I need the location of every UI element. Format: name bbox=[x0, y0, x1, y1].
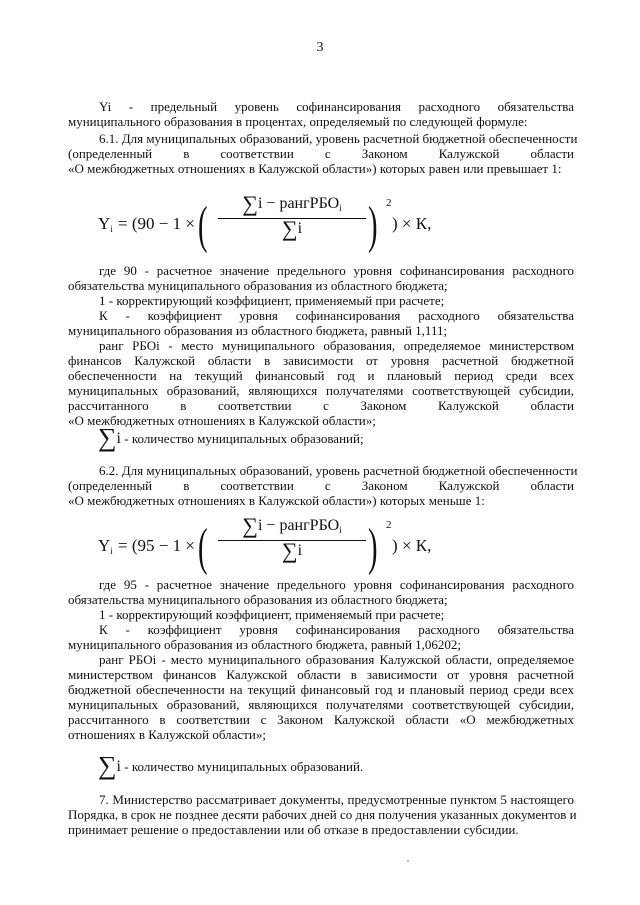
text-line: муниципального образования из областного бюджета, равный 1,111; bbox=[68, 323, 448, 338]
text-line: 1 - корректирующий коэффициент, применяемый при расчете; bbox=[99, 607, 445, 622]
text-line: где 90 - расчетное значение предельного уровня софинансирования расходного bbox=[99, 263, 574, 278]
text-line: «О межбюджетных отношениях в Калужской области») которых меньше 1: bbox=[68, 493, 485, 508]
text-line: рассчитанного в соответствии с Законом Калужской области bbox=[68, 398, 574, 413]
text-line: муниципальных образований, являющихся получателями соответствующей субсидии, bbox=[68, 383, 574, 398]
sum-definition-2: ∑i - количество муниципальных образований. bbox=[98, 751, 364, 780]
formula-exponent: 2 bbox=[386, 197, 392, 209]
text-line: обязательства муниципального образования из областного бюджета; bbox=[68, 278, 448, 293]
text-line: муниципального образования в процентах, определяемый по следующей формуле: bbox=[68, 114, 528, 129]
text-line: 7. Министерство рассматривает документы, предусмотренные пунктом 5 настоящего bbox=[99, 792, 574, 807]
sigma-symbol: ∑ bbox=[242, 191, 258, 216]
text-line: «О межбюджетных отношениях в Калужской области») которых равен или превышает 1: bbox=[68, 161, 562, 176]
text-line: (определенный в соответствии с Законом Калужской области bbox=[68, 146, 574, 161]
right-paren: ) bbox=[368, 519, 378, 576]
sigma-symbol: ∑ bbox=[98, 423, 117, 452]
right-paren: ) bbox=[368, 197, 378, 254]
text-line: ранг РБОi - место муниципального образования Калужской области, определяемое bbox=[99, 652, 574, 667]
formula-open: = (90 − 1 × bbox=[118, 214, 195, 233]
text-line: К - коэффициент уровня софинансирования расходного обязательства bbox=[99, 308, 574, 323]
text-line: 6.1. Для муниципальных образований, уровень расчетной бюджетной обеспеченности bbox=[99, 131, 578, 146]
text-line: муниципального образования из областного бюджета, равный 1,06202; bbox=[68, 637, 462, 652]
text-line: ранг РБОi - место муниципального образования, определяемое министерством bbox=[99, 338, 574, 353]
sigma-symbol: ∑ bbox=[281, 216, 298, 241]
sigma-symbol: ∑ bbox=[98, 751, 117, 780]
text-line: обеспеченности на текущий финансовый год и плановый период среди всех bbox=[68, 368, 574, 383]
left-paren: ( bbox=[198, 197, 208, 254]
scan-speck bbox=[407, 860, 409, 862]
fraction-numerator: ∑i − рангРБО$_i$ bbox=[242, 191, 342, 216]
fraction-denominator: ∑i bbox=[281, 216, 303, 241]
text-line: 1 - корректирующий коэффициент, применяемый при расчете; bbox=[99, 293, 445, 308]
text-line: принимает решение о предоставлении или об отказе в предоставлении субсидии. bbox=[68, 822, 519, 837]
text-line: Порядка, в срок не позднее десяти рабочих дней со дня получения указанных документов и bbox=[68, 807, 577, 822]
sum-definition-1: ∑i - количество муниципальных образований; bbox=[98, 423, 364, 452]
text-line: Yi - предельный уровень софинансирования расходного обязательства bbox=[99, 99, 574, 114]
clause-6-2 bbox=[68, 463, 578, 508]
page-number: 3 bbox=[316, 40, 324, 55]
clause-7 bbox=[68, 792, 577, 837]
formula-fraction bbox=[218, 191, 366, 241]
text-line: министерством финансов Калужской области в зависимости от уровня расчетной bbox=[68, 667, 574, 682]
sigma-symbol: ∑ bbox=[242, 513, 258, 538]
formula-exponent: 2 bbox=[386, 519, 392, 531]
text-line: «О межбюджетных отношениях в Калужской области»; bbox=[68, 413, 376, 428]
left-paren: ( bbox=[198, 519, 208, 576]
text-line: отношениях в Калужской области»; bbox=[68, 727, 266, 742]
text-line: бюджетной обеспеченности на текущий финансовый год и плановый период среди всех bbox=[68, 682, 574, 697]
formula-fraction bbox=[218, 513, 366, 563]
text-line: (определенный в соответствии с Законом Калужской области bbox=[68, 478, 574, 493]
text-line: К - коэффициент уровня софинансирования расходного обязательства bbox=[99, 622, 574, 637]
text-line: муниципальных образований, являющихся получателями соответствующей субсидии, bbox=[68, 697, 574, 712]
text-line: обязательства муниципального образования из областного бюджета; bbox=[68, 592, 448, 607]
definitions-6-2 bbox=[68, 577, 574, 742]
text-line: финансов Калужской области в зависимости от уровня расчетной бюджетной bbox=[68, 353, 574, 368]
text-line: где 95 - расчетное значение предельного уровня софинансирования расходного bbox=[99, 577, 574, 592]
formula-tail: ) × К, bbox=[392, 214, 432, 233]
fraction-numerator: ∑i − рангРБО$_i$ bbox=[242, 513, 342, 538]
formula-lhs: $Y_i$ bbox=[98, 536, 113, 556]
formula-open: = (95 − 1 × bbox=[118, 536, 195, 555]
clause-6-1 bbox=[68, 131, 578, 176]
formula-tail: ) × К, bbox=[392, 536, 432, 555]
text-line: рассчитанного в соответствии с Законом Калужской области «О межбюджетных bbox=[68, 712, 574, 727]
definitions-6-1 bbox=[68, 263, 574, 428]
sigma-symbol: ∑ bbox=[281, 538, 298, 563]
intro-paragraph bbox=[68, 99, 574, 129]
fraction-denominator: ∑i bbox=[281, 538, 303, 563]
text-line: 6.2. Для муниципальных образований, уровень расчетной бюджетной обеспеченности bbox=[99, 463, 578, 478]
formula-lhs: $Y_i$ bbox=[98, 214, 113, 234]
